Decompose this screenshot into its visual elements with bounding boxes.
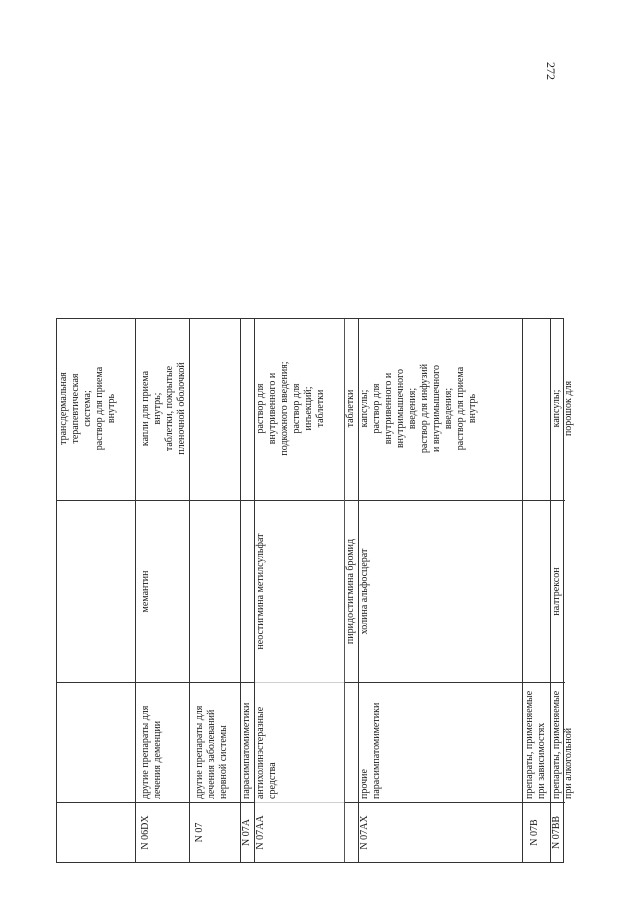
forms-cell [345,317,358,500]
form-line: раствор для [371,383,382,434]
form-line: раствор для приема [94,366,105,451]
form-line: раствор для приема [455,366,466,451]
group-cell [57,682,135,802]
page-number: 272 [544,62,558,80]
code-cell: N 07BB [551,802,565,862]
table-row [523,319,551,862]
form-line: капсулы; [359,389,370,428]
form-line: капли для приема [140,370,151,447]
form-line: внутрь [467,393,478,424]
form-line: подкожного введения; [279,361,290,456]
table-row [241,319,255,862]
group-cell [255,682,344,802]
code-cell [345,802,358,862]
form-line: таблетки, покрытые [164,365,175,452]
substance-cell [359,500,522,682]
forms-cell [57,317,135,500]
form-line: трансдермальная [58,372,69,445]
group-line: лечения заболеваний [206,709,217,799]
form-line: капсулы; [551,389,562,428]
code-cell: N 07 [190,802,240,862]
form-line: таблетки [315,389,326,428]
group-line: препараты, применяемые [551,690,562,799]
table-row [57,319,136,862]
code-cell: N 07A [241,802,254,862]
group-cell [345,682,358,802]
form-line: раствор для [255,383,266,434]
drug-table [56,318,574,863]
code-cell: N 07AX [359,802,522,862]
form-line: и внутримышечного [431,365,442,452]
code-cell [57,802,135,862]
group-line: нервной системы [218,725,229,799]
form-line: терапевтическая [70,373,81,444]
substance-cell [523,500,550,682]
group-cell [359,682,522,802]
table-row [345,319,359,862]
table-row [359,319,523,862]
table-row [136,319,190,862]
substance-line: неостигмина метилсульфат [255,533,266,650]
substance-line: мемантин [140,570,151,613]
form-line: введения; [443,387,454,430]
form-line: раствор для инфузий [419,363,430,454]
code-cell: N 07AA [255,802,344,862]
forms-cell [190,317,240,500]
form-line: раствор для [291,383,302,434]
substance-line: налтрексон [551,567,562,616]
form-line: порошок для [563,380,574,437]
group-line: прочие [359,769,370,799]
group-cell [136,682,189,802]
form-line: инъекций; [303,386,314,431]
forms-cell [551,317,574,500]
form-line: внутримышечного [395,368,406,449]
group-line: другие препараты для [194,705,205,799]
group-cell [523,682,550,802]
group-line: при зависимостях [536,722,547,799]
substance-cell [345,500,358,682]
code-cell: N 07B [523,802,550,862]
substance-cell [255,500,344,682]
form-line: внутривенного и [383,372,394,445]
forms-cell [523,317,550,500]
substance-cell [241,500,254,682]
group-line: парасимпатомиметики [371,702,382,799]
form-line: внутрь; [152,392,163,425]
form-line: пленочной оболочкой [176,362,187,455]
forms-cell [241,317,254,500]
group-line: антихолинэстеразные [255,706,266,799]
form-line: внутривенного и [267,372,278,445]
table-row [190,319,241,862]
group-line: средства [267,762,278,799]
forms-cell [136,317,189,500]
substance-cell [136,500,189,682]
substance-line: пиридостигмина бромид [345,538,356,645]
code-cell: N 06DX [136,802,189,862]
forms-cell [359,317,522,500]
form-line: внутрь [106,393,117,424]
forms-cell [255,317,344,500]
substance-cell [551,500,565,682]
group-cell [190,682,240,802]
table-row [551,319,574,862]
group-line: лечения деменции [152,720,163,799]
group-cell: парасимпатомиметики [241,682,254,802]
group-line: препараты, применяемые [524,690,535,799]
table-row [255,319,345,862]
group-cell [551,682,574,802]
group-line: при алкогольной [563,727,574,799]
form-line: система; [82,390,93,427]
form-line: введения; [407,387,418,430]
substance-line: холина альфосцерат [359,548,370,635]
rotated-table-wrapper [56,318,574,863]
form-line: таблетки [345,389,356,428]
substance-cell [57,500,135,682]
substance-cell [190,500,240,682]
group-line: другие препараты для [140,705,151,799]
